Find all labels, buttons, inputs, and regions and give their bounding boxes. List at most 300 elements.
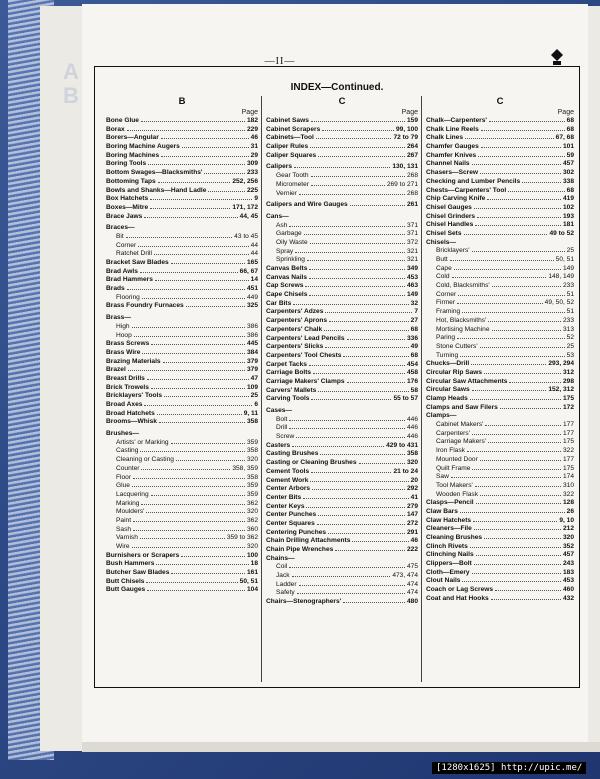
entry-term: Lacquering (116, 490, 149, 498)
index-entry (266, 424, 418, 433)
dot-leader (460, 512, 565, 513)
dot-leader (296, 437, 405, 438)
index-entry (106, 482, 258, 491)
entry-term: Saw (436, 473, 449, 481)
entry-page: 358 (246, 447, 258, 455)
entry-term: Brass— (106, 314, 131, 322)
entry-term: Vernier (276, 189, 297, 197)
entry-term: Cleaning or Casting (116, 456, 174, 464)
index-entry (266, 468, 418, 477)
entry-page: 53 (566, 351, 574, 359)
entry-page: 320 (246, 508, 258, 516)
index-entry (426, 482, 574, 491)
entry-page: 446 (406, 415, 418, 423)
entry-term: Canvas Belts (266, 265, 308, 272)
entry-page: 49 to 52 (549, 229, 574, 237)
index-entry (426, 126, 574, 135)
entry-page: 386 (246, 331, 258, 339)
entry-page: 148, 149 (548, 273, 574, 281)
entry-page: 453 (562, 577, 574, 585)
index-entry (106, 560, 258, 569)
entry-term: Marking (116, 499, 140, 507)
entry-page: 473, 474 (392, 572, 418, 580)
entry-term: Hoop (116, 331, 132, 339)
index-entry (426, 204, 574, 213)
index-entry (426, 586, 574, 595)
dot-leader (128, 370, 245, 371)
entry-term: Casting or Cleaning Brushes (266, 459, 357, 467)
entry-term: Cape (436, 264, 452, 272)
entry-page: 171, 172 (232, 203, 258, 211)
entry-page: 149 (406, 291, 418, 299)
entry-term: Bricklayers' Tools (106, 392, 163, 400)
entry-term: Brazing Materials (106, 357, 161, 365)
entry-page: 379 (246, 357, 258, 365)
entry-page: 177 (562, 429, 574, 437)
dot-leader (297, 593, 405, 594)
dot-leader (454, 269, 561, 270)
entry-term: Chalk—Carpenters' (426, 117, 487, 124)
index-entry (266, 352, 418, 361)
entry-term: Cold, Blacksmiths' (436, 282, 490, 290)
entry-term: Cabinet Scrapers (266, 125, 321, 133)
index-entry (106, 474, 258, 483)
entry-term: Circular Saws (426, 386, 470, 394)
entry-term: Circular Saw Attachments (426, 377, 508, 385)
index-entry (106, 410, 258, 419)
index-entry (426, 456, 574, 465)
index-entry (106, 314, 258, 323)
dot-leader (157, 414, 242, 415)
dot-leader (484, 538, 561, 539)
entry-page: 310 (562, 481, 574, 489)
entry-page: 279 (406, 502, 418, 510)
dot-leader (313, 373, 405, 374)
index-entry (266, 407, 418, 416)
entry-page: 458 (406, 369, 418, 377)
index-entry (266, 265, 418, 274)
entry-page: 175 (562, 395, 574, 402)
dot-leader (324, 330, 408, 331)
dot-leader (161, 138, 249, 139)
entry-page: 243 (562, 560, 574, 568)
entry-page: 109 (246, 383, 258, 391)
dot-leader (471, 364, 546, 365)
entry-page: 321 (406, 256, 418, 264)
entry-term: Centering Punches (266, 528, 327, 536)
dot-leader (141, 121, 245, 122)
entry-page: 183 (562, 568, 574, 576)
publisher-logo-icon (550, 48, 564, 68)
entry-page: 50, 51 (555, 256, 574, 263)
entry-term: Bottoming Taps (106, 177, 156, 185)
entry-term: Gear Tooth (276, 172, 309, 180)
entry-page: 312 (562, 368, 574, 376)
entry-term: Carpenters' Tool Chests (266, 351, 342, 359)
entry-term: Brad Hammers (106, 276, 153, 284)
entry-term: Chain Pipe Wrenches (266, 546, 334, 553)
index-entry (266, 485, 418, 494)
index-entry (106, 169, 258, 178)
watermark: [1280x1625] http://upic.me/ (432, 762, 586, 774)
dot-leader (133, 478, 245, 479)
entry-term: Quilt Frame (436, 464, 471, 472)
index-entry (266, 450, 418, 459)
entry-page: 177 (562, 455, 574, 463)
dot-leader (164, 396, 249, 397)
entry-page: 9, 10 (559, 516, 574, 524)
dot-leader (289, 428, 405, 429)
index-entry (426, 230, 574, 239)
entry-term: Broad Axes (106, 401, 143, 408)
index-entry (106, 500, 258, 509)
dot-leader (522, 182, 561, 183)
dot-leader (458, 295, 565, 296)
entry-page: 359 (246, 438, 258, 446)
entry-term: Clinching Nails (426, 551, 474, 559)
column-letter: C (496, 96, 504, 107)
dot-leader (151, 495, 245, 496)
entry-term: Carving Tools (266, 395, 310, 403)
entry-page: 379 (246, 366, 258, 374)
entry-term: Carpet Tacks (266, 360, 307, 368)
index-entry (426, 378, 574, 387)
entry-page: 32 (410, 299, 418, 307)
entry-term: Cabinet Saws (266, 117, 309, 124)
index-entry (266, 555, 418, 564)
entry-page: 325 (246, 302, 258, 310)
entry-page: 7 (414, 308, 418, 316)
index-entry (426, 404, 574, 413)
entry-term: Clippers—Bolt (426, 560, 472, 568)
entry-term: Chisel Grinders (426, 212, 476, 220)
entry-term: Firmer (436, 299, 456, 307)
entry-term: Bolt (276, 415, 288, 423)
dot-leader (328, 533, 405, 534)
entry-term: Clasps—Pencil (426, 499, 474, 507)
entry-page: 358 (246, 418, 258, 426)
entry-term: Cap Screws (266, 282, 304, 290)
index-entry (266, 503, 418, 512)
dot-leader (473, 521, 557, 522)
dot-leader (347, 382, 405, 383)
entry-term: Garbage (276, 230, 302, 238)
entry-term: Ratchet Drill (116, 250, 152, 258)
entry-page: 268 (406, 189, 418, 197)
entry-page: 338 (562, 177, 574, 185)
index-entry (426, 491, 574, 500)
entry-term: Brass Wire (106, 348, 141, 356)
entry-term: Cabinet Makers' (436, 421, 484, 429)
index-entry (106, 384, 258, 393)
entry-term: Corner (116, 241, 137, 249)
entry-page: 302 (562, 169, 574, 177)
dot-leader (492, 286, 561, 287)
entry-page: 320 (406, 459, 418, 467)
entry-page: 44 (250, 250, 258, 258)
entry-term: Chalk Lines (426, 134, 464, 142)
index-entry (106, 526, 258, 535)
index-entry (106, 268, 258, 277)
index-entry (106, 465, 258, 474)
dot-leader (488, 321, 561, 322)
index-entry (266, 589, 418, 598)
index-entry (426, 560, 574, 569)
entry-page: 46 (250, 134, 258, 142)
index-entry (106, 117, 258, 126)
entry-page: 272 (406, 519, 418, 527)
entry-term: Flooring (116, 293, 140, 301)
dot-leader (154, 254, 249, 255)
entry-page: 174 (562, 473, 574, 481)
dot-leader (312, 489, 405, 490)
entry-term: Carvers' Mallets (266, 386, 317, 394)
index-entry (106, 204, 258, 213)
dot-leader (320, 454, 405, 455)
dot-leader (304, 234, 405, 235)
entry-page: 269 to 271 (386, 180, 418, 188)
dot-leader (141, 469, 230, 470)
entry-page: 175 (562, 464, 574, 472)
entry-page: 322 (562, 447, 574, 455)
index-entry (266, 172, 418, 181)
dot-leader (306, 507, 405, 508)
dot-leader (464, 234, 548, 235)
dot-leader (350, 205, 405, 206)
entry-term: Varnish (116, 534, 138, 542)
dot-leader (347, 339, 405, 340)
tab-letter-b: B (63, 83, 79, 108)
index-entry (106, 195, 258, 204)
entry-term: Car Bits (266, 299, 292, 307)
entry-term: Wooden Flask (436, 490, 479, 498)
entry-page: 359 to 362 (226, 534, 258, 542)
dot-leader (508, 191, 564, 192)
index-entry (106, 534, 258, 543)
index-title: INDEX—Continued. (290, 82, 384, 93)
entry-page: 454 (406, 360, 418, 368)
index-entry (266, 256, 418, 265)
dot-leader (133, 521, 245, 522)
entry-page: 371 (406, 230, 418, 238)
entry-page: 152, 312 (548, 386, 574, 394)
entry-list (266, 117, 418, 607)
entry-page: 99, 100 (396, 125, 418, 133)
dot-leader (148, 164, 245, 165)
dot-leader (176, 460, 245, 461)
dot-leader (462, 312, 564, 313)
index-entry (426, 178, 574, 187)
dot-leader (132, 327, 245, 328)
entry-term: Glue (116, 482, 130, 490)
entry-term: Coil (276, 563, 288, 571)
dot-leader (460, 356, 565, 357)
entry-page: 176 (406, 377, 418, 385)
entry-page: 225 (246, 186, 258, 194)
index-entry (266, 572, 418, 581)
index-entry (426, 317, 574, 326)
dot-leader (292, 576, 391, 577)
index-entry (106, 143, 258, 152)
dot-leader (146, 582, 237, 583)
index-entry (426, 143, 574, 152)
entry-page: 130, 131 (392, 163, 418, 171)
dot-leader (181, 556, 245, 557)
index-entry (106, 160, 258, 169)
index-entry (426, 438, 574, 447)
entry-page: 43 to 45 (234, 232, 258, 240)
entry-term: Jack (276, 572, 290, 580)
entry-page: 233 (562, 316, 574, 324)
entry-page: 9, 11 (243, 409, 258, 417)
index-entry (426, 273, 574, 282)
dot-leader (146, 512, 245, 513)
entry-term: Calipers and Wire Gauges (266, 201, 348, 209)
index-entry (266, 378, 418, 387)
index-entry (106, 242, 258, 251)
entry-page: 44 (250, 241, 258, 249)
entry-term: Circular Rip Saws (426, 368, 483, 376)
index-entry (106, 401, 258, 410)
dot-leader (481, 147, 561, 148)
entry-page: 27 (410, 317, 418, 325)
index-entry (426, 569, 574, 578)
index-entry (266, 477, 418, 486)
index-entry (266, 442, 418, 451)
index-entry (266, 300, 418, 309)
column-divider (261, 96, 262, 682)
dot-leader (310, 147, 405, 148)
entry-page: 29 (250, 151, 258, 159)
entry-page: 66, 67 (239, 267, 258, 275)
entry-term: Cabinets—Tool (266, 134, 314, 142)
index-entry (106, 224, 258, 233)
entry-page: 267 (406, 151, 418, 159)
index-entry (106, 517, 258, 526)
entry-page: 336 (406, 334, 418, 342)
entry-page: 252, 256 (232, 177, 258, 185)
index-entry (426, 577, 574, 586)
dot-leader (457, 338, 565, 339)
dot-leader (467, 451, 561, 452)
index-entry (266, 335, 418, 344)
entry-page: 175 (562, 438, 574, 446)
entry-term: Cans— (266, 212, 289, 220)
index-entry (266, 126, 418, 135)
index-entry (426, 499, 574, 508)
entry-page: 298 (562, 377, 574, 385)
index-entry (106, 233, 258, 242)
index-entry (266, 222, 418, 231)
dot-leader (491, 599, 561, 600)
index-entry (426, 447, 574, 456)
dot-leader (140, 451, 245, 452)
entry-term: Bowls and Shanks—Hand Ladle (106, 186, 207, 194)
entry-term: Chalk Line Reels (426, 125, 479, 133)
entry-term: Channel Nails (426, 160, 470, 168)
entry-term: Brushes— (106, 430, 139, 438)
entry-page: 101 (562, 143, 574, 151)
index-entry (266, 274, 418, 283)
entry-page: 352 (562, 542, 574, 550)
entry-page: 49 (410, 343, 418, 351)
entry-page: 229 (246, 125, 258, 133)
entry-term: Tool Makers' (436, 481, 473, 489)
index-entry (266, 361, 418, 370)
index-entry (266, 317, 418, 326)
dot-leader (472, 434, 561, 435)
entry-page: 41 (410, 493, 418, 501)
index-entry (106, 152, 258, 161)
entry-term: Box Hatchets (106, 195, 149, 203)
dot-leader (311, 185, 385, 186)
dot-leader (127, 289, 245, 290)
entry-page: 161 (246, 569, 258, 577)
dot-leader (316, 138, 392, 139)
entry-page: 419 (562, 195, 574, 203)
entry-page: 358 (246, 473, 258, 481)
index-entry (426, 308, 574, 317)
entry-term: Spray (276, 247, 294, 255)
index-entry (426, 152, 574, 161)
index-entry (106, 456, 258, 465)
dot-leader (495, 590, 561, 591)
entry-page: 358 (406, 450, 418, 458)
entry-page: 362 (246, 516, 258, 524)
entry-term: Casters (266, 441, 291, 449)
entry-term: Moulders' (116, 508, 145, 516)
dot-leader (318, 391, 408, 392)
entry-page: 49, 50, 52 (544, 299, 574, 307)
index-entry (106, 285, 258, 294)
entry-term: Cold (436, 273, 450, 281)
dot-leader (310, 481, 408, 482)
entry-term: Screw (276, 433, 295, 441)
entry-term: Bracket Saw Blades (106, 259, 169, 266)
dot-leader (155, 280, 249, 281)
entry-term: Bone Glue (106, 117, 139, 124)
entry-term: Chisel Sets (426, 229, 462, 237)
dot-leader (132, 547, 245, 548)
entry-page: 212 (562, 525, 574, 533)
index-entry (266, 152, 418, 161)
entry-term: Clamps and Saw Filers (426, 403, 498, 411)
dot-leader (161, 156, 249, 157)
entry-term: Chisel Gauges (426, 203, 472, 211)
entry-term: Ladder (276, 580, 297, 588)
entry-term: Casting Brushes (266, 450, 319, 458)
dot-leader (299, 585, 405, 586)
dot-leader (309, 295, 405, 296)
entry-term: Brad Awls (106, 267, 138, 275)
entry-page: 309 (246, 160, 258, 168)
entry-page: 59 (566, 151, 574, 159)
entry-page: 51 (566, 290, 574, 298)
index-entry (426, 473, 574, 482)
entry-page: 6 (254, 401, 258, 408)
dot-leader (480, 347, 565, 348)
index-entry (266, 201, 418, 210)
entry-page: 100 (246, 551, 258, 559)
entry-term: Brass Foundry Furnaces (106, 302, 184, 310)
entry-term: Calipers (266, 163, 293, 171)
dot-leader (171, 263, 245, 264)
dot-leader (343, 602, 405, 603)
entry-page: 349 (406, 265, 418, 272)
index-entry (266, 213, 418, 222)
entry-page: 446 (406, 433, 418, 441)
dot-leader (476, 555, 561, 556)
